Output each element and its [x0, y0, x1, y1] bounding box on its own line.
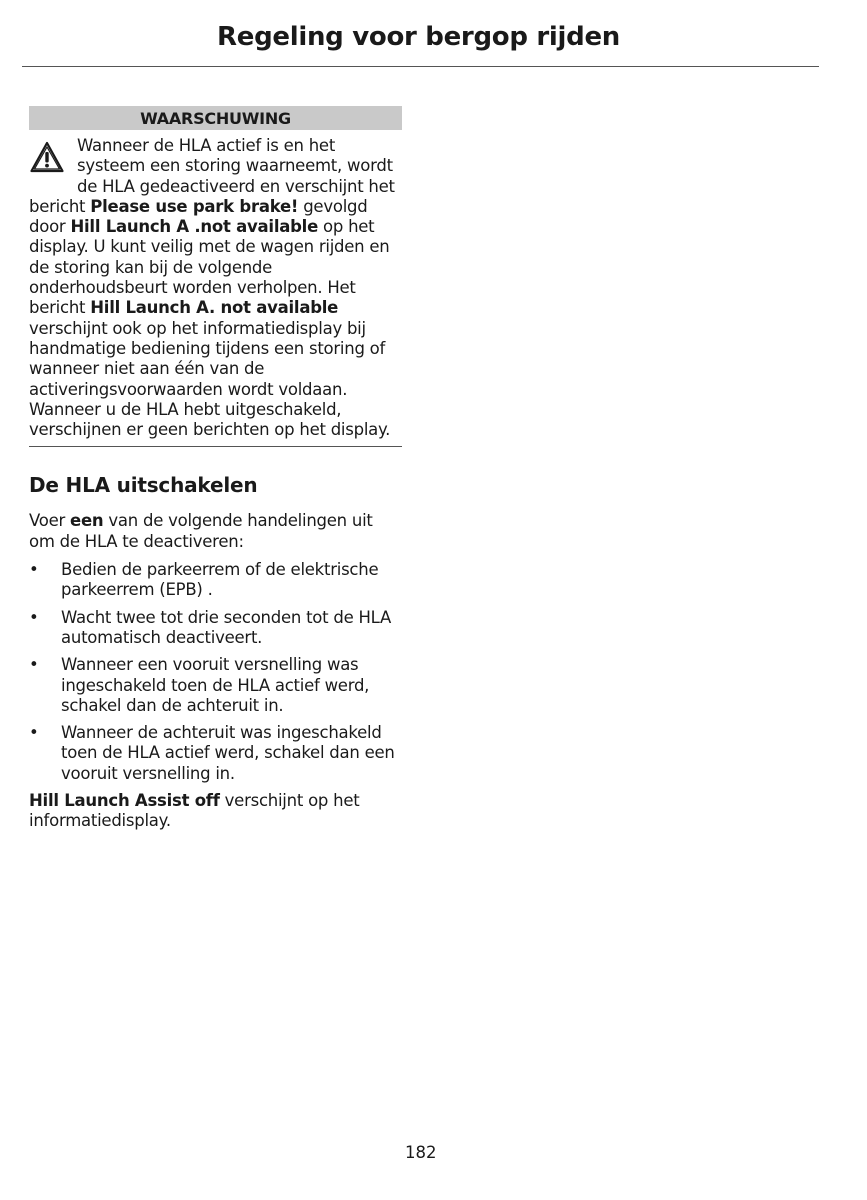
list-item-text: Wanneer de achteruit was ingeschakeld toen de HLA actief werd, schakel dan een vooruit versnelling in. — [61, 723, 395, 783]
closing-text: verschijnt op het informatiedisplay. — [29, 791, 360, 831]
action-list — [29, 560, 402, 784]
list-item-text: Wacht twee tot drie seconden tot de HLA automatisch deactiveert. — [61, 607, 392, 647]
intro-text-pre: Voer — [29, 511, 71, 531]
warning-text-3: op het display. U kunt veilig met de wagen rijden en de storing kan bij de volgende onderhoudsbeurt worden verholpen. Het bericht — [29, 217, 390, 318]
list-item-text: Bedien de parkeerrem of de elektrische parkeerrem (EPB) . — [61, 560, 379, 600]
warning-text-1: Wanneer de HLA actief is en het systeem een storing waarneemt, wordt de HLA gedeactiveerd en verschijnt het bericht — [29, 136, 395, 216]
warning-body — [29, 130, 402, 440]
warning-message-park-brake: Please use park brake! — [90, 196, 299, 216]
bullet: • — [29, 655, 39, 675]
bullet: • — [29, 723, 39, 743]
warning-text-2: gevolgd door — [29, 196, 368, 237]
page-number: 182 — [405, 1143, 437, 1162]
intro-text-bold: een — [70, 511, 104, 531]
list-item-text: Wanneer een vooruit versnelling was ingeschakeld toen de HLA actief werd, schakel dan de achteruit in. — [61, 655, 370, 715]
page-title: Regeling voor bergop rijden — [217, 22, 620, 52]
list-item — [29, 560, 402, 601]
warning-message-hla-not-available-2: Hill Launch A. not available — [90, 298, 339, 318]
title-divider — [22, 66, 819, 67]
bullet: • — [29, 560, 39, 580]
list-item — [29, 655, 402, 716]
closing-message-bold: Hill Launch Assist off — [29, 791, 220, 811]
warning-message-hla-not-available: Hill Launch A .not available — [70, 217, 319, 237]
warning-divider — [29, 446, 402, 447]
intro-text-post: van de volgende handelingen uit om de HLA te deactiveren: — [29, 511, 373, 551]
main-column — [29, 106, 402, 832]
closing-paragraph — [29, 791, 402, 832]
section-heading: De HLA uitschakelen — [29, 473, 258, 498]
warning-triangle-icon — [29, 136, 77, 194]
bullet: • — [29, 607, 39, 627]
section-intro — [29, 511, 402, 552]
list-item — [29, 723, 402, 784]
list-item — [29, 608, 402, 649]
warning-text-4: verschijnt ook op het informatiedisplay bij handmatige bediening tijdens een storing of wanneer niet aan één van de activeringsvoorwaarden wordt voldaan. Wanneer u de HLA hebt uitgeschakeld, verschijnen er geen berichten op het display. — [29, 318, 391, 440]
warning-heading: WAARSCHUWING — [29, 106, 402, 130]
